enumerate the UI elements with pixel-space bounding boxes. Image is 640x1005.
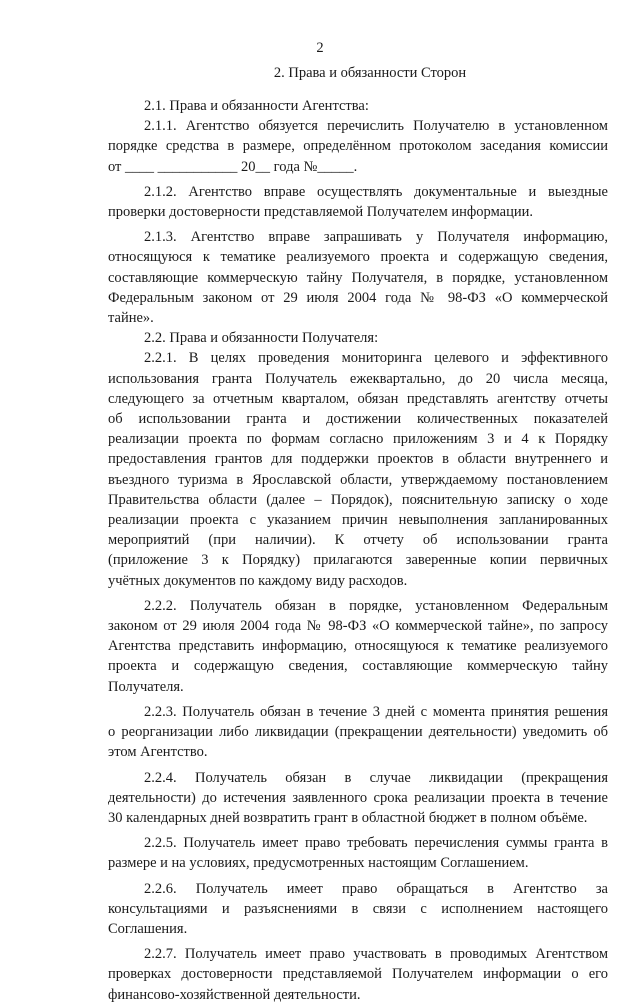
paragraph — [108, 833, 608, 873]
paragraph — [108, 227, 608, 328]
text-line: Получателя. — [108, 678, 184, 695]
text-line: деятельности) до истечения заявленного срока реализации проекта в течение — [108, 789, 608, 806]
paragraph — [108, 702, 608, 763]
paragraph — [108, 328, 608, 348]
text-line: 2.2. Права и обязанности Получателя: — [144, 330, 379, 347]
text-line: 2.2.4. Получатель обязан в случае ликвидации (прекращения — [144, 769, 608, 786]
text-line: 2.2.7. Получатель имеет право участвовать в проводимых Агентством — [144, 946, 608, 963]
text-line: 2.1.3. Агентство вправе запрашивать у Получателя информацию, — [144, 229, 608, 246]
text-line: предоставления грантов для поддержки проектов в области внутреннего и — [108, 451, 608, 468]
text-line: о реорганизации либо ликвидации (прекращении деятельности) уведомить об — [108, 724, 608, 741]
paragraph — [108, 96, 608, 116]
text-line: об использовании гранта и достижении количественных показателей — [108, 411, 608, 428]
text-line: мероприятий (при наличии). К отчету об использовании гранта — [108, 532, 608, 549]
text-line: порядке средства в размере, определённом протоколом заседания комиссии — [108, 138, 608, 155]
text-line: проверках достоверности представляемой Получателем информации о его — [108, 966, 608, 983]
text-line: (приложение 3 к Порядку) прилагаются заверенные копии первичных — [108, 552, 608, 569]
text-line: законом от 29 июля 2004 года № 98-ФЗ «О коммерческой тайне», по запросу — [108, 618, 608, 635]
text-line: размере и на условиях, предусмотренных настоящим Соглашением. — [108, 855, 529, 872]
paragraph — [108, 348, 608, 590]
section-title: 2. Права и обязанности Сторон — [273, 65, 467, 81]
text-line: учётных документов по каждому виду расходов. — [108, 572, 408, 589]
paragraph — [108, 944, 608, 1005]
paragraph — [108, 182, 608, 222]
document-body — [108, 96, 608, 1005]
paragraph — [108, 879, 608, 940]
text-line: 30 календарных дней возвратить грант в областной бюджет в полном объёме. — [108, 809, 588, 826]
text-line: 2.1.1. Агентство обязуется перечислить Получателю в установленном — [144, 118, 608, 135]
text-line: консультациями и разъяснениями в связи с исполнением настоящего — [108, 900, 608, 917]
text-line: 2.1. Права и обязанности Агентства: — [144, 98, 369, 114]
paragraph — [108, 116, 608, 177]
text-line: финансово-хозяйственной деятельности. — [108, 986, 361, 1003]
text-line: въездного туризма в Ярославской области, утверждаемому постановлением — [108, 471, 608, 488]
text-line: 2.1.2. Агентство вправе осуществлять документальные и выездные — [144, 183, 608, 200]
text-line: проекта и содержащую сведения, составляющие коммерческую тайну — [108, 658, 608, 675]
text-line: Федеральным законом от 29 июля 2004 года № 98-ФЗ «О коммерческой — [108, 289, 608, 306]
text-line: этом Агентство. — [108, 744, 208, 761]
paragraph — [108, 596, 608, 697]
text-line: Соглашения. — [108, 920, 188, 937]
text-line: реализации проекта с указанием причин невыполнения запланированных — [108, 512, 608, 529]
text-line: составляющие коммерческую тайну Получателя, в порядке, установленном — [108, 269, 608, 286]
text-line: использования гранта Получатель ежеквартально, до 20 числа месяца, — [108, 370, 608, 387]
text-line: 2.2.5. Получатель имеет право требовать перечисления суммы гранта в — [144, 835, 608, 852]
page-number: 2 — [316, 40, 324, 56]
text-line: Правительства области (далее – Порядок), пояснительную записку о ходе — [108, 491, 608, 508]
text-line: 2.2.1. В целях проведения мониторинга целевого и эффективного — [144, 350, 608, 367]
text-line: проверки достоверности представляемой Получателем информации. — [108, 204, 533, 221]
text-line: 2.2.6. Получатель имеет право обращаться в Агентство за — [144, 880, 608, 897]
text-line: 2.2.3. Получатель обязан в течение 3 дней с момента принятия решения — [144, 703, 608, 720]
text-line: тайне». — [108, 310, 154, 327]
text-line: Агентства представить информацию, относящуюся к тематике реализуемого — [108, 638, 608, 655]
text-line: относящуюся к тематике реализуемого проекта и содержащую сведения, — [108, 249, 608, 266]
text-line: следующего за отчетным кварталом, обязан представлять агентству отчеты — [108, 390, 608, 407]
text-line: 2.2.2. Получатель обязан в порядке, установленном Федеральным — [144, 597, 608, 614]
text-line: от ____ ___________ 20__ года №_____. — [108, 158, 358, 175]
paragraph — [108, 768, 608, 829]
text-line: реализации проекта по формам согласно приложениям 3 и 4 к Порядку — [108, 431, 608, 448]
